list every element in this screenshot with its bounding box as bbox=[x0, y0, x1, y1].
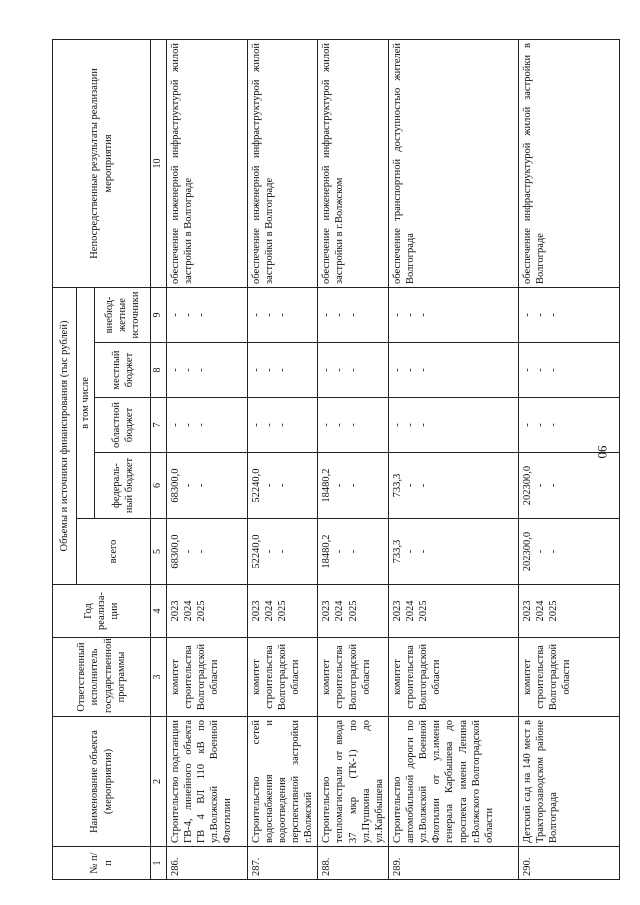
total-value: - bbox=[418, 549, 430, 554]
extra-value: - bbox=[195, 313, 207, 317]
total-value: - bbox=[548, 549, 560, 554]
federal-value: - bbox=[418, 483, 430, 488]
federal-value: - bbox=[263, 483, 275, 488]
years-cell bbox=[388, 585, 518, 638]
extra-value: - bbox=[418, 313, 430, 317]
regional-value: - bbox=[195, 423, 207, 427]
regional-value: - bbox=[548, 423, 560, 427]
regional-value: - bbox=[347, 423, 359, 427]
total-value: - bbox=[535, 549, 546, 554]
total-value: 18480,2 bbox=[321, 534, 333, 569]
federal-value: - bbox=[276, 483, 288, 488]
year-value: 2023 bbox=[321, 600, 333, 622]
column-number: 7 bbox=[151, 398, 167, 453]
executor: комитет строительства Волгоградской области bbox=[247, 638, 318, 717]
table-row bbox=[388, 39, 518, 879]
federal-cell bbox=[388, 453, 518, 519]
header-extra: внебюд- жетные источники bbox=[95, 287, 151, 342]
extra-value: - bbox=[263, 313, 275, 317]
column-number: 9 bbox=[151, 287, 167, 342]
object-name: Строительство подстанции ГВ-4, линейного объекта ГВ 4 ВЛ 110 кВ по ул.Волжской Военной Флотилии bbox=[166, 717, 247, 847]
result: обеспечение инфраструктурой жилой застройки в Волгограде bbox=[518, 39, 619, 287]
year-value: 2025 bbox=[195, 600, 207, 622]
local-value: - bbox=[334, 368, 346, 372]
regional-cell bbox=[518, 398, 619, 453]
total-value: 202300,0 bbox=[521, 531, 533, 572]
total-cell bbox=[318, 519, 389, 585]
local-value: - bbox=[250, 368, 262, 372]
federal-value: 68300,0 bbox=[169, 468, 181, 503]
regional-value: - bbox=[405, 423, 416, 427]
year-value: 2023 bbox=[169, 600, 181, 622]
local-value: - bbox=[169, 368, 181, 372]
result: обеспечение инженерной инфраструктурой жилой застройки в г.Волжском bbox=[318, 39, 389, 287]
column-number: 10 bbox=[151, 39, 167, 287]
rotated-page bbox=[52, 40, 620, 880]
total-value: - bbox=[405, 549, 416, 554]
row-number: 290. bbox=[518, 847, 619, 880]
row-number: 287. bbox=[247, 847, 318, 880]
column-number: 1 bbox=[151, 847, 167, 880]
header-name: Наименование объекта (мероприятия) bbox=[53, 717, 151, 847]
executor: комитет строительства Волгоградской области bbox=[166, 638, 247, 717]
extra-value: - bbox=[276, 313, 288, 317]
federal-value: 18480,2 bbox=[321, 468, 333, 503]
regional-value: - bbox=[418, 423, 430, 427]
federal-cell bbox=[318, 453, 389, 519]
extra-value: - bbox=[182, 313, 194, 317]
regional-cell bbox=[166, 398, 247, 453]
header-local: местный бюджет bbox=[95, 343, 151, 398]
year-value: 2023 bbox=[250, 600, 262, 622]
federal-value: - bbox=[405, 483, 416, 488]
executor: комитет строительства Волгоградской области bbox=[388, 638, 518, 717]
year-value: 2025 bbox=[347, 600, 359, 622]
table-row bbox=[166, 39, 247, 879]
total-value: - bbox=[263, 549, 275, 554]
local-value: - bbox=[182, 368, 194, 372]
extra-value: - bbox=[535, 313, 546, 317]
local-value: - bbox=[263, 368, 275, 372]
row-number: 288. bbox=[318, 847, 389, 880]
local-value: - bbox=[405, 368, 416, 372]
extra-value: - bbox=[521, 313, 533, 317]
table-row bbox=[518, 39, 619, 879]
total-value: 52240,0 bbox=[250, 534, 262, 569]
regional-value: - bbox=[321, 423, 333, 427]
regional-value: - bbox=[263, 423, 275, 427]
object-name: Строительство автомобильной дороги по ул.Волжской Военной Флотилии от ул.имени генерала Карбышева до проспекта имени Ленина г.Волжского Волгоградской области bbox=[388, 717, 518, 847]
regional-value: - bbox=[535, 423, 546, 427]
row-number: 289. bbox=[388, 847, 518, 880]
year-value: 2025 bbox=[418, 600, 430, 622]
column-number: 8 bbox=[151, 343, 167, 398]
object-name: Детский сад на 140 мест в Тракторозаводском районе Волгограда bbox=[518, 717, 619, 847]
object-name: Строительство тепломагистрали от ввода 37 мкр (ТК-1) по ул.Пушкина до ул.Карбышева bbox=[318, 717, 389, 847]
local-value: - bbox=[195, 368, 207, 372]
year-value: 2024 bbox=[535, 600, 546, 622]
executor: комитет строительства Волгоградской области bbox=[318, 638, 389, 717]
local-cell bbox=[318, 343, 389, 398]
local-value: - bbox=[521, 368, 533, 372]
local-value: - bbox=[535, 368, 546, 372]
federal-value: - bbox=[535, 483, 546, 488]
extra-value: - bbox=[169, 313, 181, 317]
result: обеспечение инженерной инфраструктурой жилой застройки в Волгограде bbox=[166, 39, 247, 287]
extra-cell bbox=[247, 287, 318, 342]
regional-value: - bbox=[182, 423, 194, 427]
extra-value: - bbox=[347, 313, 359, 317]
row-number: 286. bbox=[166, 847, 247, 880]
total-cell bbox=[166, 519, 247, 585]
column-number: 6 bbox=[151, 453, 167, 519]
total-value: - bbox=[195, 549, 207, 554]
header-num: № п/п bbox=[53, 847, 151, 880]
total-value: - bbox=[276, 549, 288, 554]
header-federal: федераль- ный бюджет bbox=[95, 453, 151, 519]
object-name: Строительство сетей водоснабжения и водоотведения перспективной застройки г.Волжский bbox=[247, 717, 318, 847]
column-number-row bbox=[151, 39, 167, 879]
local-value: - bbox=[391, 368, 403, 372]
total-cell bbox=[247, 519, 318, 585]
federal-value: - bbox=[548, 483, 560, 488]
federal-value: - bbox=[347, 483, 359, 488]
year-value: 2024 bbox=[263, 600, 275, 622]
header-including: в том числе bbox=[77, 287, 95, 518]
year-value: 2024 bbox=[405, 600, 416, 622]
extra-value: - bbox=[334, 313, 346, 317]
federal-value: - bbox=[334, 483, 346, 488]
table-row bbox=[318, 39, 389, 879]
local-cell bbox=[247, 343, 318, 398]
column-number: 2 bbox=[151, 717, 167, 847]
total-value: - bbox=[334, 549, 346, 554]
extra-cell bbox=[388, 287, 518, 342]
federal-cell bbox=[247, 453, 318, 519]
regional-value: - bbox=[276, 423, 288, 427]
header-year: Год реализа- ции bbox=[53, 585, 151, 638]
federal-value: 52240,0 bbox=[250, 468, 262, 503]
total-cell bbox=[518, 519, 619, 585]
header-financing: Объемы и источники финансирования (тыс рублей) bbox=[53, 287, 77, 584]
result: обеспечение транспортной доступностью жителей Волгограда bbox=[388, 39, 518, 287]
local-cell bbox=[388, 343, 518, 398]
header-results: Непосредственные результаты реализации мероприятия bbox=[53, 39, 151, 287]
extra-value: - bbox=[405, 313, 416, 317]
regional-cell bbox=[388, 398, 518, 453]
local-value: - bbox=[276, 368, 288, 372]
years-cell bbox=[318, 585, 389, 638]
extra-cell bbox=[518, 287, 619, 342]
years-cell bbox=[166, 585, 247, 638]
regional-value: - bbox=[521, 423, 533, 427]
page-number: 90 bbox=[595, 445, 610, 459]
financing-table bbox=[52, 39, 620, 880]
regional-value: - bbox=[250, 423, 262, 427]
local-value: - bbox=[548, 368, 560, 372]
year-value: 2025 bbox=[548, 600, 560, 622]
regional-value: - bbox=[391, 423, 403, 427]
regional-value: - bbox=[169, 423, 181, 427]
years-cell bbox=[247, 585, 318, 638]
federal-value: 202300,0 bbox=[521, 465, 533, 506]
local-value: - bbox=[418, 368, 430, 372]
total-cell bbox=[388, 519, 518, 585]
local-value: - bbox=[321, 368, 333, 372]
federal-value: - bbox=[182, 483, 194, 488]
extra-value: - bbox=[391, 313, 403, 317]
federal-value: 733,3 bbox=[391, 473, 403, 498]
extra-cell bbox=[318, 287, 389, 342]
header-total: всего bbox=[77, 519, 151, 585]
extra-value: - bbox=[321, 313, 333, 317]
header-regional: областной бюджет bbox=[95, 398, 151, 453]
total-value: 68300,0 bbox=[169, 534, 181, 569]
local-cell bbox=[166, 343, 247, 398]
regional-value: - bbox=[334, 423, 346, 427]
local-cell bbox=[518, 343, 619, 398]
executor: комитет строительства Волгоградской области bbox=[518, 638, 619, 717]
federal-cell bbox=[518, 453, 619, 519]
extra-value: - bbox=[548, 313, 560, 317]
header-executor: Ответственный исполнитель государственной программы bbox=[53, 638, 151, 717]
year-value: 2024 bbox=[334, 600, 346, 622]
years-cell bbox=[518, 585, 619, 638]
column-number: 4 bbox=[151, 585, 167, 638]
total-value: - bbox=[182, 549, 194, 554]
column-number: 3 bbox=[151, 638, 167, 717]
federal-value: - bbox=[195, 483, 207, 488]
federal-cell bbox=[166, 453, 247, 519]
local-value: - bbox=[347, 368, 359, 372]
year-value: 2025 bbox=[276, 600, 288, 622]
total-value: - bbox=[347, 549, 359, 554]
total-value: 733,3 bbox=[391, 539, 403, 564]
extra-value: - bbox=[250, 313, 262, 317]
result: обеспечение инженерной инфраструктурой жилой застройки в Волгограде bbox=[247, 39, 318, 287]
column-number: 5 bbox=[151, 519, 167, 585]
year-value: 2023 bbox=[391, 600, 403, 622]
extra-cell bbox=[166, 287, 247, 342]
year-value: 2023 bbox=[521, 600, 533, 622]
regional-cell bbox=[318, 398, 389, 453]
year-value: 2024 bbox=[182, 600, 194, 622]
table-row bbox=[247, 39, 318, 879]
regional-cell bbox=[247, 398, 318, 453]
